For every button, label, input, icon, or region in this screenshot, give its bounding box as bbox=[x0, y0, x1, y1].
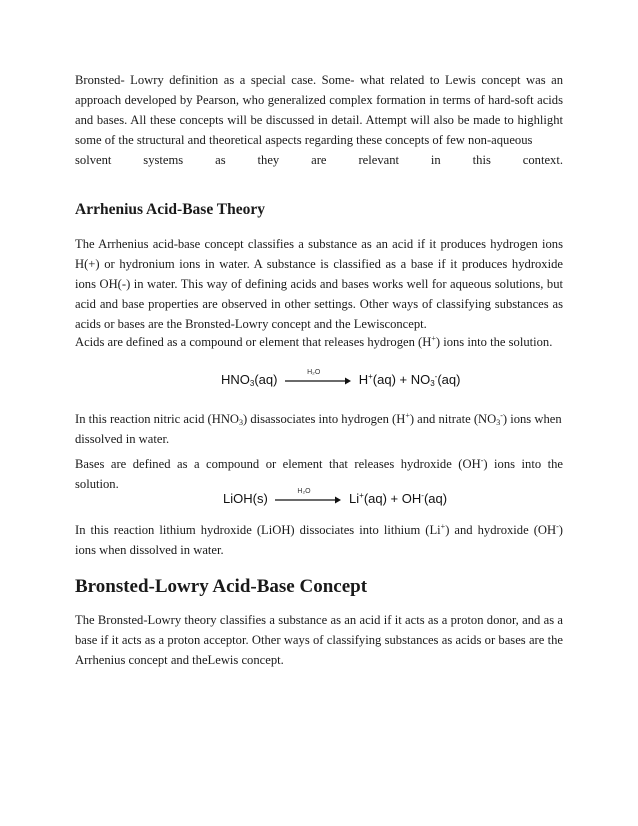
arrhenius-paragraph: The Arrhenius acid-base concept classifies a substance as an acid if it produces hydrogen ions H(+) or hydronium ions in water. A substance is classified as a base if it produces hydroxide ions OH(-) in water. This way of defining acids and bases works well for aqueous solutions, but acid and base properties are observed in other settings. Other ways of classifying substances as acids or bases are the Bronsted-Lowry concept and the Lewisconcept. bbox=[75, 237, 563, 331]
base-rxn-b-sup: - bbox=[556, 522, 559, 531]
eq2-hydroxide-sup: - bbox=[421, 491, 424, 500]
eq1-catalyst: H₂O bbox=[307, 368, 321, 376]
lithium-hydroxide-equation bbox=[223, 489, 447, 509]
acid-definition bbox=[75, 332, 563, 352]
base-def-text-end: ) ions into the solution. bbox=[75, 457, 563, 491]
acid-rxn-c-sub: 3 bbox=[496, 418, 501, 427]
acid-rxn-d: ) ions when dissolved in water. bbox=[75, 412, 562, 446]
reaction-arrow-icon bbox=[275, 487, 341, 505]
eq1-nitrate-sup: - bbox=[434, 372, 438, 381]
bronsted-paragraph: The Bronsted-Lowry theory classifies a substance as an acid if it acts as a proton donor, and as a base if it acts as a proton acceptor. Other ways of classifying substances as acids or bases are the Arrhenius concept and theLewis concept. bbox=[75, 613, 563, 667]
intro-text: Bronsted- Lowry definition as a special case. Some- what related to Lewis concept was an approach developed by Pearson, who generalized complex formation in terms of hard-soft acids and bases. All these concepts will be discussed in detail. Attempt will also be made to highlight some of the structural and theoretical aspects regarding these concepts of few non-aqueous bbox=[75, 73, 563, 147]
eq2-reactant: LiOH(s) bbox=[223, 491, 268, 506]
acid-def-text-end: ) ions into the solution. bbox=[435, 335, 553, 349]
base-rxn-b: ) and hydroxide (OH bbox=[445, 523, 557, 537]
eq1-reactant-state: (aq) bbox=[254, 372, 278, 387]
eq1-nitrate-sub: 3 bbox=[430, 379, 435, 388]
eq1-reactant-sub: 3 bbox=[249, 379, 255, 388]
eq1-product-h-sup: + bbox=[368, 372, 373, 381]
nitric-acid-equation bbox=[221, 370, 460, 390]
eq1-reactant: HNO bbox=[221, 372, 250, 387]
reaction-arrow-icon bbox=[285, 368, 351, 386]
acid-rxn-c-sup: - bbox=[500, 411, 503, 420]
eq2-product-li: Li bbox=[349, 491, 360, 506]
base-def-text: Bases are defined as a compound or element that releases hydroxide (OH bbox=[75, 457, 481, 471]
acid-def-text: Acids are defined as a compound or element that releases hydrogen (H bbox=[75, 335, 432, 349]
acid-rxn-b-sup: + bbox=[405, 411, 410, 420]
eq2-catalyst: H₂O bbox=[297, 487, 311, 495]
eq2-hydroxide-state: (aq) bbox=[423, 491, 448, 506]
acid-def-sup: + bbox=[431, 334, 436, 343]
base-definition bbox=[75, 454, 563, 494]
base-rxn-a-sup: + bbox=[440, 522, 446, 531]
bronsted-heading: Bronsted-Lowry Acid-Base Concept bbox=[75, 576, 368, 597]
acid-rxn-a-sub: 3 bbox=[239, 418, 244, 427]
base-rxn-a: In this reaction lithium hydroxide (LiOH) dissociates into lithium (Li bbox=[75, 523, 441, 537]
acid-rxn-c: ) and nitrate (NO bbox=[409, 412, 497, 426]
intro-paragraph bbox=[75, 70, 563, 170]
eq1-product-state: (aq) + NO bbox=[372, 372, 431, 387]
acid-rxn-a: In this reaction nitric acid (HNO bbox=[75, 412, 240, 426]
intro-last-line: solvent systems as they are relevant in this context. bbox=[75, 153, 563, 167]
eq2-product-state: (aq) + OH bbox=[363, 491, 422, 506]
acid-rxn-b: ) disassociates into hydrogen (H bbox=[243, 412, 406, 426]
base-def-sup: - bbox=[480, 456, 484, 465]
eq1-nitrate-state: (aq) bbox=[437, 372, 461, 387]
eq2-product-li-sup: + bbox=[359, 491, 364, 500]
base-reaction-explanation bbox=[75, 520, 563, 560]
acid-reaction-explanation bbox=[75, 409, 563, 449]
arrhenius-heading: Arrhenius Acid-Base Theory bbox=[75, 201, 266, 218]
base-rxn-c: ) ions when dissolved in water. bbox=[75, 523, 563, 557]
eq1-product-h: H bbox=[358, 372, 369, 387]
